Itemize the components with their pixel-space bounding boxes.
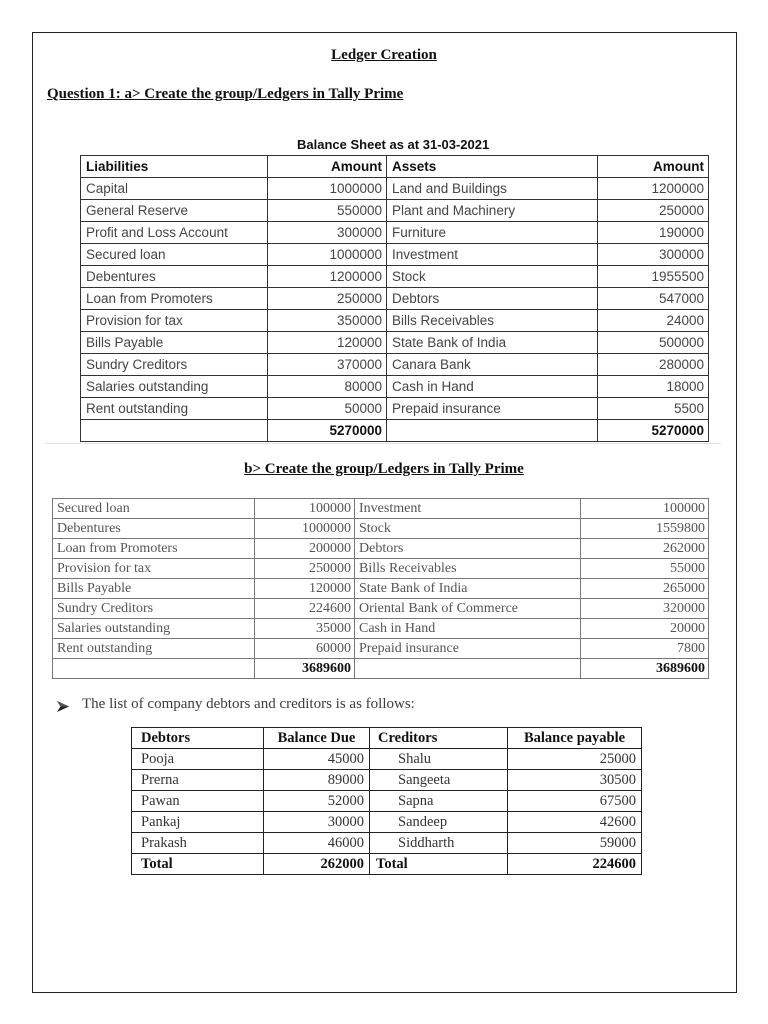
asset-name: Bills Receivables: [355, 559, 581, 579]
assets-total: 3689600: [581, 659, 709, 679]
liability-name: General Reserve: [81, 200, 268, 222]
table-row: [81, 376, 709, 398]
debtors-creditors-table: [131, 727, 642, 875]
header-creditors: Creditors: [370, 728, 508, 749]
liability-amount: 100000: [255, 499, 355, 519]
question-a-heading: Question 1: a> Create the group/Ledgers in Tally Prime: [47, 86, 404, 102]
table-row: [81, 178, 709, 200]
asset-amount: 280000: [598, 354, 709, 376]
blank-cell: [387, 420, 598, 442]
asset-amount: 265000: [581, 579, 709, 599]
table-row: [81, 354, 709, 376]
table-row: [53, 499, 709, 519]
balance-payable: 42600: [508, 812, 642, 833]
table-row: [81, 288, 709, 310]
liability-amount: 350000: [268, 310, 387, 332]
header-assets-amount: Amount: [598, 156, 709, 178]
asset-amount: 250000: [598, 200, 709, 222]
asset-name: Oriental Bank of Commerce: [355, 599, 581, 619]
ledger-b-table: [52, 498, 709, 679]
balance-payable: 67500: [508, 791, 642, 812]
balance-sheet-table: [80, 155, 709, 442]
liability-name: Rent outstanding: [53, 639, 255, 659]
debtors-total-label: Total: [132, 854, 264, 875]
liability-amount: 1000000: [268, 244, 387, 266]
liability-amount: 250000: [268, 288, 387, 310]
liability-name: Salaries outstanding: [53, 619, 255, 639]
creditor-name: Siddharth: [370, 833, 508, 854]
liability-name: Salaries outstanding: [81, 376, 268, 398]
debtor-name: Pawan: [132, 791, 264, 812]
liability-name: Loan from Promoters: [53, 539, 255, 559]
table-row: [53, 599, 709, 619]
header-balance-due: Balance Due: [264, 728, 370, 749]
header-assets: Assets: [387, 156, 598, 178]
liabilities-total: 5270000: [268, 420, 387, 442]
table-row: [53, 639, 709, 659]
creditor-name: Sapna: [370, 791, 508, 812]
header-liabilities: Liabilities: [81, 156, 268, 178]
liability-name: Capital: [81, 178, 268, 200]
creditor-name: Sangeeta: [370, 770, 508, 791]
creditors-total: 224600: [508, 854, 642, 875]
liability-amount: 1200000: [268, 266, 387, 288]
page-title: Ledger Creation: [331, 47, 437, 63]
balance-sheet-caption: Balance Sheet as at 31-03-2021: [297, 137, 490, 152]
debtors-total: 262000: [264, 854, 370, 875]
liability-amount: 300000: [268, 222, 387, 244]
table-row: [132, 791, 642, 812]
table-row: [53, 579, 709, 599]
liability-amount: 224600: [255, 599, 355, 619]
total-row: [53, 659, 709, 679]
table-row: [81, 398, 709, 420]
asset-amount: 320000: [581, 599, 709, 619]
table-row: [81, 332, 709, 354]
table-row: [81, 310, 709, 332]
asset-name: Plant and Machinery: [387, 200, 598, 222]
table-row: [132, 833, 642, 854]
asset-amount: 1200000: [598, 178, 709, 200]
asset-name: State Bank of India: [355, 579, 581, 599]
question-b-heading: b> Create the group/Ledgers in Tally Prime: [244, 461, 524, 477]
asset-name: State Bank of India: [387, 332, 598, 354]
liability-amount: 120000: [255, 579, 355, 599]
asset-amount: 500000: [598, 332, 709, 354]
total-row: [132, 854, 642, 875]
liability-amount: 35000: [255, 619, 355, 639]
liability-name: Provision for tax: [81, 310, 268, 332]
asset-name: Debtors: [355, 539, 581, 559]
asset-amount: 20000: [581, 619, 709, 639]
balance-due: 45000: [264, 749, 370, 770]
balance-payable: 25000: [508, 749, 642, 770]
liability-name: Sundry Creditors: [81, 354, 268, 376]
table-row: [53, 519, 709, 539]
creditor-name: Shalu: [370, 749, 508, 770]
asset-name: Cash in Hand: [355, 619, 581, 639]
liability-name: Rent outstanding: [81, 398, 268, 420]
asset-amount: 262000: [581, 539, 709, 559]
table-row: [132, 749, 642, 770]
balance-due: 30000: [264, 812, 370, 833]
asset-name: Stock: [387, 266, 598, 288]
asset-name: Canara Bank: [387, 354, 598, 376]
header-debtors: Debtors: [132, 728, 264, 749]
balance-due: 46000: [264, 833, 370, 854]
table-row: [81, 244, 709, 266]
liability-name: Bills Payable: [81, 332, 268, 354]
asset-amount: 1955500: [598, 266, 709, 288]
balance-due: 52000: [264, 791, 370, 812]
asset-name: Stock: [355, 519, 581, 539]
debtor-name: Prakash: [132, 833, 264, 854]
liability-name: Secured loan: [81, 244, 268, 266]
asset-name: Investment: [387, 244, 598, 266]
asset-name: Prepaid insurance: [355, 639, 581, 659]
asset-amount: 7800: [581, 639, 709, 659]
liability-amount: 370000: [268, 354, 387, 376]
header-balance-payable: Balance payable: [508, 728, 642, 749]
asset-amount: 5500: [598, 398, 709, 420]
liability-amount: 50000: [268, 398, 387, 420]
asset-amount: 18000: [598, 376, 709, 398]
table-row: [53, 539, 709, 559]
blank-cell: [355, 659, 581, 679]
table-row: [53, 619, 709, 639]
table-row: [81, 222, 709, 244]
asset-name: Investment: [355, 499, 581, 519]
asset-name: Prepaid insurance: [387, 398, 598, 420]
liabilities-total: 3689600: [255, 659, 355, 679]
bullet-text: The list of company debtors and creditors is as follows:: [82, 696, 415, 712]
table-row: [132, 770, 642, 791]
asset-amount: 100000: [581, 499, 709, 519]
liability-name: Bills Payable: [53, 579, 255, 599]
liability-name: Debentures: [53, 519, 255, 539]
debtor-name: Pooja: [132, 749, 264, 770]
table-header-row: [81, 156, 709, 178]
balance-payable: 30500: [508, 770, 642, 791]
creditors-total-label: Total: [370, 854, 508, 875]
blank-cell: [53, 659, 255, 679]
debtor-name: Pankaj: [132, 812, 264, 833]
asset-name: Furniture: [387, 222, 598, 244]
assets-total: 5270000: [598, 420, 709, 442]
table-row: [81, 200, 709, 222]
liability-amount: 1000000: [268, 178, 387, 200]
asset-name: Land and Buildings: [387, 178, 598, 200]
table-row: [53, 559, 709, 579]
blank-cell: [81, 420, 268, 442]
header-liabilities-amount: Amount: [268, 156, 387, 178]
liability-amount: 1000000: [255, 519, 355, 539]
asset-amount: 55000: [581, 559, 709, 579]
liability-amount: 60000: [255, 639, 355, 659]
asset-amount: 300000: [598, 244, 709, 266]
liability-amount: 550000: [268, 200, 387, 222]
liability-name: Profit and Loss Account: [81, 222, 268, 244]
asset-amount: 24000: [598, 310, 709, 332]
balance-payable: 59000: [508, 833, 642, 854]
liability-name: Secured loan: [53, 499, 255, 519]
arrowhead-bullet-icon: [57, 701, 69, 712]
asset-amount: 1559800: [581, 519, 709, 539]
liability-amount: 250000: [255, 559, 355, 579]
total-row: [81, 420, 709, 442]
table-header-row: [132, 728, 642, 749]
debtor-name: Prerna: [132, 770, 264, 791]
table-row: [81, 266, 709, 288]
asset-name: Cash in Hand: [387, 376, 598, 398]
liability-name: Loan from Promoters: [81, 288, 268, 310]
asset-amount: 547000: [598, 288, 709, 310]
table-row: [132, 812, 642, 833]
liability-amount: 200000: [255, 539, 355, 559]
liability-amount: 120000: [268, 332, 387, 354]
creditor-name: Sandeep: [370, 812, 508, 833]
divider: [45, 443, 721, 444]
liability-name: Sundry Creditors: [53, 599, 255, 619]
liability-name: Provision for tax: [53, 559, 255, 579]
asset-name: Debtors: [387, 288, 598, 310]
balance-due: 89000: [264, 770, 370, 791]
asset-name: Bills Receivables: [387, 310, 598, 332]
liability-name: Debentures: [81, 266, 268, 288]
liability-amount: 80000: [268, 376, 387, 398]
asset-amount: 190000: [598, 222, 709, 244]
